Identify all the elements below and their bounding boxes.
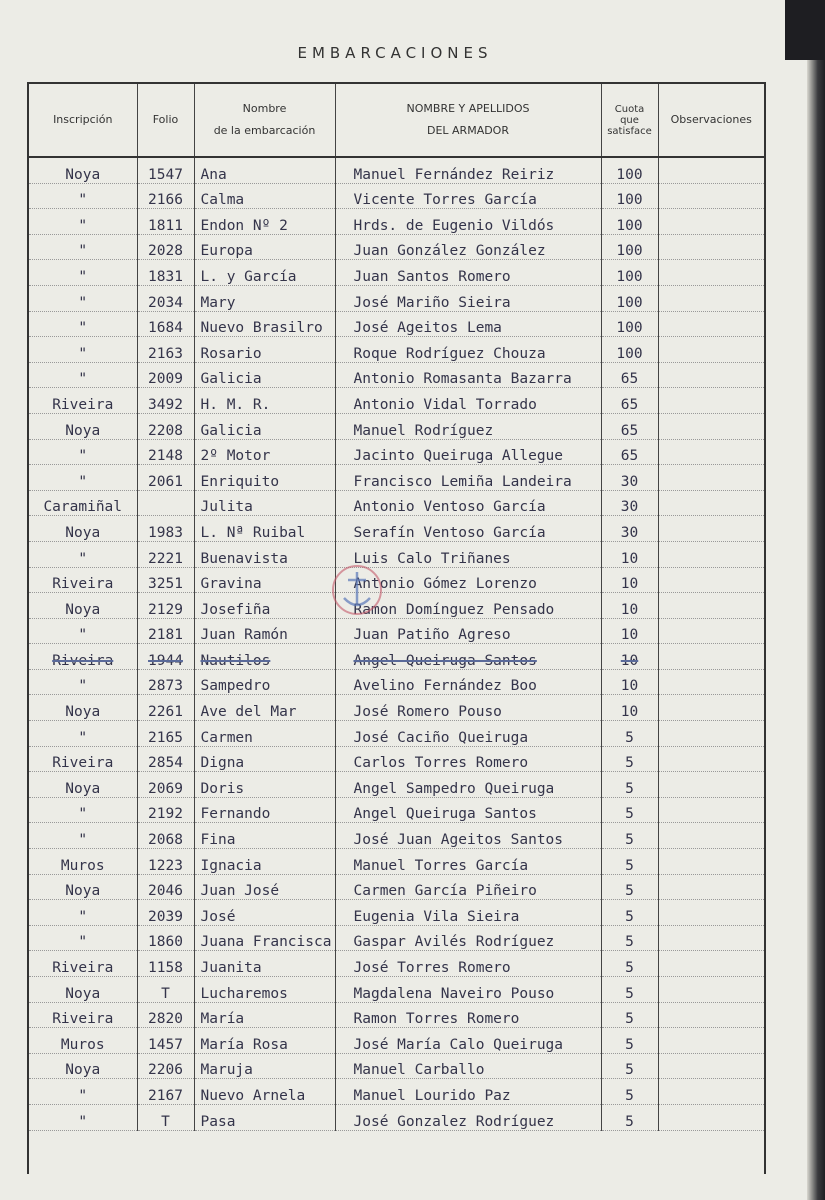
row-vessel-name: Fina [194, 823, 335, 849]
row-vessel-name: 2º Motor [194, 439, 335, 465]
row-folio: 2192 [137, 797, 194, 823]
row-inscripcion: " [29, 234, 137, 260]
harbor-stamp [322, 560, 392, 620]
row-inscripcion: Caramiñal [29, 490, 137, 516]
row-inscripcion: Noya [29, 695, 137, 721]
row-quota: 100 [601, 285, 658, 311]
row-observaciones [658, 644, 764, 670]
row-quota: 30 [601, 516, 658, 542]
row-vessel-name: José [194, 900, 335, 926]
row-inscripcion: Noya [29, 157, 137, 183]
row-owner-name: Juan Patiño Agreso [335, 618, 601, 644]
row-folio: 1223 [137, 849, 194, 875]
header-folio: Folio [137, 84, 194, 157]
row-inscripcion: " [29, 465, 137, 491]
row-quota: 5 [601, 849, 658, 875]
row-inscripcion: Riveira [29, 951, 137, 977]
row-folio: 2206 [137, 1053, 194, 1079]
row-vessel-name: L. Nª Ruibal [194, 516, 335, 542]
row-folio: 1684 [137, 311, 194, 337]
row-inscripcion: " [29, 311, 137, 337]
table-row [29, 849, 764, 875]
row-inscripcion: " [29, 1104, 137, 1130]
row-quota: 5 [601, 1028, 658, 1054]
table-row [29, 413, 764, 439]
row-observaciones [658, 593, 764, 619]
row-vessel-name: Mary [194, 285, 335, 311]
row-owner-name: Luis Calo Triñanes [335, 541, 601, 567]
row-observaciones [658, 900, 764, 926]
row-vessel-name: Ignacia [194, 849, 335, 875]
table-row [29, 797, 764, 823]
row-observaciones [658, 260, 764, 286]
row-inscripcion: Riveira [29, 746, 137, 772]
row-vessel-name: Julita [194, 490, 335, 516]
row-folio: 2854 [137, 746, 194, 772]
row-observaciones [658, 951, 764, 977]
row-owner-name: Ramon Domínguez Pensado [335, 593, 601, 619]
row-owner-name: Hrds. de Eugenio Vildós [335, 209, 601, 235]
row-vessel-name: Pasa [194, 1104, 335, 1130]
row-owner-name: Gaspar Avilés Rodríguez [335, 925, 601, 951]
row-observaciones [658, 746, 764, 772]
row-quota: 100 [601, 260, 658, 286]
row-observaciones [658, 669, 764, 695]
table-row [29, 465, 764, 491]
row-inscripcion: Noya [29, 874, 137, 900]
row-owner-name: Angel Queiruga Santos [335, 797, 601, 823]
row-inscripcion: " [29, 285, 137, 311]
row-observaciones [658, 157, 764, 183]
row-owner-name: Angel Sampedro Queiruga [335, 772, 601, 798]
table-row [29, 362, 764, 388]
row-quota: 5 [601, 1104, 658, 1130]
row-folio: 1831 [137, 260, 194, 286]
anchor-mark [344, 572, 370, 606]
row-folio: T [137, 1104, 194, 1130]
row-inscripcion: Riveira [29, 567, 137, 593]
row-owner-name: José Torres Romero [335, 951, 601, 977]
table-row [29, 746, 764, 772]
table-row [29, 900, 764, 926]
table-row [29, 234, 764, 260]
row-observaciones [658, 1053, 764, 1079]
row-observaciones [658, 388, 764, 414]
row-folio: 3251 [137, 567, 194, 593]
page-edge [807, 0, 825, 1200]
vessels-table [29, 84, 764, 1131]
table-header-row [29, 84, 764, 157]
row-folio: 2208 [137, 413, 194, 439]
row-quota: 30 [601, 490, 658, 516]
row-folio: 3492 [137, 388, 194, 414]
row-folio [137, 490, 194, 516]
row-quota: 100 [601, 157, 658, 183]
row-quota: 65 [601, 388, 658, 414]
row-owner-name: José Ageitos Lema [335, 311, 601, 337]
row-vessel-name: Ave del Mar [194, 695, 335, 721]
row-vessel-name: Digna [194, 746, 335, 772]
table-row [29, 618, 764, 644]
row-inscripcion: Riveira [29, 388, 137, 414]
row-inscripcion: Noya [29, 413, 137, 439]
row-inscripcion: Riveira [29, 1002, 137, 1028]
row-observaciones [658, 823, 764, 849]
row-quota: 100 [601, 234, 658, 260]
row-vessel-name: Fernando [194, 797, 335, 823]
row-observaciones [658, 977, 764, 1003]
row-owner-name: Antonio Gómez Lorenzo [335, 567, 601, 593]
row-observaciones [658, 1002, 764, 1028]
row-owner-name: Roque Rodríguez Chouza [335, 337, 601, 363]
row-inscripcion: " [29, 260, 137, 286]
row-vessel-name: Juan Ramón [194, 618, 335, 644]
row-folio: 2820 [137, 1002, 194, 1028]
row-observaciones [658, 541, 764, 567]
row-quota: 5 [601, 721, 658, 747]
row-vessel-name: Maruja [194, 1053, 335, 1079]
row-vessel-name: L. y García [194, 260, 335, 286]
table-row [29, 439, 764, 465]
row-vessel-name: Juan José [194, 874, 335, 900]
row-folio: 2061 [137, 465, 194, 491]
row-folio: 2163 [137, 337, 194, 363]
row-vessel-name: Nuevo Brasilro [194, 311, 335, 337]
row-vessel-name: Galicia [194, 413, 335, 439]
row-vessel-name: Rosario [194, 337, 335, 363]
row-folio: 1457 [137, 1028, 194, 1054]
row-owner-name: Carlos Torres Romero [335, 746, 601, 772]
row-quota: 5 [601, 823, 658, 849]
row-vessel-name: Nautilos [194, 644, 335, 670]
row-observaciones [658, 695, 764, 721]
row-quota: 100 [601, 311, 658, 337]
table-row [29, 388, 764, 414]
row-owner-name: José María Calo Queiruga [335, 1028, 601, 1054]
row-observaciones [658, 772, 764, 798]
table-row [29, 823, 764, 849]
row-observaciones [658, 925, 764, 951]
row-observaciones [658, 797, 764, 823]
row-owner-name: Antonio Ventoso García [335, 490, 601, 516]
row-owner-name: Avelino Fernández Boo [335, 669, 601, 695]
row-inscripcion: Riveira [29, 644, 137, 670]
table-row [29, 260, 764, 286]
row-vessel-name: Enriquito [194, 465, 335, 491]
row-vessel-name: Juana Francisca [194, 925, 335, 951]
row-folio: 2181 [137, 618, 194, 644]
row-owner-name: José Gonzalez Rodríguez [335, 1104, 601, 1130]
row-quota: 5 [601, 1053, 658, 1079]
row-observaciones [658, 439, 764, 465]
row-folio: 2873 [137, 669, 194, 695]
row-owner-name: Manuel Torres García [335, 849, 601, 875]
row-folio: 2034 [137, 285, 194, 311]
row-quota: 65 [601, 413, 658, 439]
row-quota: 100 [601, 209, 658, 235]
row-quota: 5 [601, 1002, 658, 1028]
table-row [29, 567, 764, 593]
row-observaciones [658, 1104, 764, 1130]
row-inscripcion: " [29, 900, 137, 926]
row-inscripcion: " [29, 669, 137, 695]
row-observaciones [658, 721, 764, 747]
row-observaciones [658, 234, 764, 260]
row-vessel-name: Nuevo Arnela [194, 1079, 335, 1105]
row-quota: 65 [601, 362, 658, 388]
row-quota: 10 [601, 593, 658, 619]
table-row [29, 1028, 764, 1054]
row-owner-name: José Romero Pouso [335, 695, 601, 721]
row-inscripcion: Noya [29, 977, 137, 1003]
table-body [29, 157, 764, 1130]
row-inscripcion: " [29, 925, 137, 951]
row-vessel-name: Endon Nº 2 [194, 209, 335, 235]
row-folio: 1983 [137, 516, 194, 542]
table-row [29, 1053, 764, 1079]
row-quota: 100 [601, 337, 658, 363]
table-row [29, 695, 764, 721]
row-owner-name: Angel Queiruga Santos [335, 644, 601, 670]
row-quota: 10 [601, 618, 658, 644]
header-cuota-line2: que [620, 114, 639, 126]
table-row [29, 311, 764, 337]
row-folio: 1547 [137, 157, 194, 183]
header-nombre [194, 84, 335, 157]
row-inscripcion: " [29, 721, 137, 747]
table-row [29, 721, 764, 747]
registry-sheet [27, 82, 766, 1174]
header-cuota [601, 84, 658, 157]
row-quota: 5 [601, 900, 658, 926]
row-vessel-name: Calma [194, 183, 335, 209]
row-folio: 1158 [137, 951, 194, 977]
row-quota: 10 [601, 541, 658, 567]
row-folio: 1944 [137, 644, 194, 670]
table-row [29, 183, 764, 209]
row-inscripcion: " [29, 1079, 137, 1105]
row-owner-name: Ramon Torres Romero [335, 1002, 601, 1028]
row-inscripcion: Muros [29, 849, 137, 875]
row-owner-name: Jacinto Queiruga Allegue [335, 439, 601, 465]
row-observaciones [658, 490, 764, 516]
header-armador-line1: NOMBRE Y APELLIDOS [406, 102, 530, 115]
row-inscripcion: " [29, 797, 137, 823]
row-inscripcion: " [29, 337, 137, 363]
table-row [29, 285, 764, 311]
row-folio: 2039 [137, 900, 194, 926]
row-owner-name: Manuel Fernández Reiriz [335, 157, 601, 183]
row-folio: 2261 [137, 695, 194, 721]
row-vessel-name: Gravina [194, 567, 335, 593]
header-armador [335, 84, 601, 157]
row-observaciones [658, 413, 764, 439]
row-observaciones [658, 618, 764, 644]
row-folio: 2069 [137, 772, 194, 798]
row-quota: 65 [601, 439, 658, 465]
header-nombre-line2: de la embarcación [213, 124, 316, 137]
row-observaciones [658, 874, 764, 900]
row-folio: 2165 [137, 721, 194, 747]
row-quota: 5 [601, 797, 658, 823]
row-vessel-name: Europa [194, 234, 335, 260]
row-owner-name: Serafín Ventoso García [335, 516, 601, 542]
row-vessel-name: Ana [194, 157, 335, 183]
row-owner-name: Eugenia Vila Sieira [335, 900, 601, 926]
row-quota: 5 [601, 925, 658, 951]
row-inscripcion: " [29, 183, 137, 209]
page-title: EMBARCACIONES [297, 44, 493, 62]
table-row [29, 925, 764, 951]
row-observaciones [658, 567, 764, 593]
header-inscripcion: Inscripción [29, 84, 137, 157]
header-cuota-line1: Cuota [614, 103, 645, 115]
row-folio: 2148 [137, 439, 194, 465]
row-observaciones [658, 1079, 764, 1105]
page-edge-corner [785, 0, 825, 60]
row-owner-name: Manuel Rodríguez [335, 413, 601, 439]
table-row [29, 337, 764, 363]
row-observaciones [658, 311, 764, 337]
header-observaciones: Observaciones [658, 84, 764, 157]
row-quota: 100 [601, 183, 658, 209]
row-folio: 2028 [137, 234, 194, 260]
row-vessel-name: Josefiña [194, 593, 335, 619]
row-quota: 5 [601, 951, 658, 977]
row-vessel-name: H. M. R. [194, 388, 335, 414]
row-owner-name: Manuel Carballo [335, 1053, 601, 1079]
row-observaciones [658, 849, 764, 875]
row-inscripcion: Noya [29, 516, 137, 542]
row-inscripcion: " [29, 209, 137, 235]
row-inscripcion: Muros [29, 1028, 137, 1054]
row-folio: 1811 [137, 209, 194, 235]
header-cuota-line3: satisface [607, 125, 652, 137]
row-vessel-name: Buenavista [194, 541, 335, 567]
row-quota: 10 [601, 644, 658, 670]
row-inscripcion: Noya [29, 772, 137, 798]
row-observaciones [658, 285, 764, 311]
row-owner-name: Francisco Lemiña Landeira [335, 465, 601, 491]
row-observaciones [658, 516, 764, 542]
row-observaciones [658, 362, 764, 388]
row-inscripcion: " [29, 823, 137, 849]
table-row [29, 977, 764, 1003]
row-owner-name: Vicente Torres García [335, 183, 601, 209]
row-inscripcion: " [29, 618, 137, 644]
row-quota: 5 [601, 746, 658, 772]
row-inscripcion: " [29, 439, 137, 465]
row-vessel-name: Sampedro [194, 669, 335, 695]
row-folio: 2129 [137, 593, 194, 619]
table-row [29, 1079, 764, 1105]
table-row [29, 157, 764, 183]
row-owner-name: Juan González González [335, 234, 601, 260]
row-observaciones [658, 209, 764, 235]
row-owner-name: José Mariño Sieira [335, 285, 601, 311]
row-owner-name: Antonio Romasanta Bazarra [335, 362, 601, 388]
row-vessel-name: Galicia [194, 362, 335, 388]
table-row [29, 644, 764, 670]
row-inscripcion: Noya [29, 1053, 137, 1079]
row-owner-name: Antonio Vidal Torrado [335, 388, 601, 414]
row-folio: 2068 [137, 823, 194, 849]
row-quota: 10 [601, 695, 658, 721]
row-vessel-name: Doris [194, 772, 335, 798]
row-owner-name: José Caciño Queiruga [335, 721, 601, 747]
row-vessel-name: María Rosa [194, 1028, 335, 1054]
row-quota: 5 [601, 874, 658, 900]
row-folio: 2046 [137, 874, 194, 900]
row-folio: T [137, 977, 194, 1003]
row-owner-name: José Juan Ageitos Santos [335, 823, 601, 849]
row-vessel-name: María [194, 1002, 335, 1028]
table-row [29, 593, 764, 619]
row-owner-name: Magdalena Naveiro Pouso [335, 977, 601, 1003]
row-quota: 10 [601, 669, 658, 695]
row-quota: 5 [601, 772, 658, 798]
table-row [29, 772, 764, 798]
row-folio: 2167 [137, 1079, 194, 1105]
table-row [29, 209, 764, 235]
row-folio: 2009 [137, 362, 194, 388]
table-row [29, 951, 764, 977]
header-nombre-line1: Nombre [242, 102, 287, 115]
row-quota: 5 [601, 1079, 658, 1105]
row-inscripcion: Noya [29, 593, 137, 619]
row-vessel-name: Lucharemos [194, 977, 335, 1003]
row-owner-name: Manuel Lourido Paz [335, 1079, 601, 1105]
row-observaciones [658, 1028, 764, 1054]
table-row [29, 1104, 764, 1130]
table-row [29, 669, 764, 695]
row-folio: 1860 [137, 925, 194, 951]
table-row [29, 1002, 764, 1028]
row-quota: 5 [601, 977, 658, 1003]
row-inscripcion: " [29, 541, 137, 567]
row-vessel-name: Juanita [194, 951, 335, 977]
table-row [29, 516, 764, 542]
row-quota: 30 [601, 465, 658, 491]
row-observaciones [658, 183, 764, 209]
row-owner-name: Carmen García Piñeiro [335, 874, 601, 900]
table-row [29, 541, 764, 567]
row-quota: 10 [601, 567, 658, 593]
row-observaciones [658, 337, 764, 363]
table-row [29, 490, 764, 516]
row-owner-name: Juan Santos Romero [335, 260, 601, 286]
row-folio: 2221 [137, 541, 194, 567]
row-vessel-name: Carmen [194, 721, 335, 747]
table-row [29, 874, 764, 900]
row-folio: 2166 [137, 183, 194, 209]
row-observaciones [658, 465, 764, 491]
row-inscripcion: " [29, 362, 137, 388]
header-armador-line2: DEL ARMADOR [426, 124, 509, 137]
